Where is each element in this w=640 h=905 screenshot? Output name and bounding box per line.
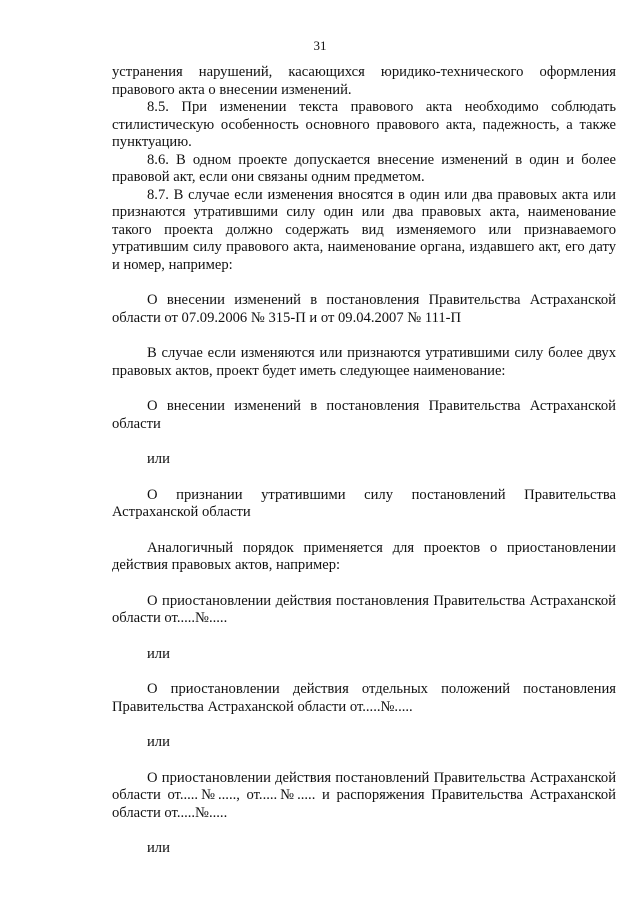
or-separator: или	[147, 734, 170, 750]
example-title-2: О внесении изменений в постановления Правительства Астраханской области	[112, 398, 620, 432]
paragraph-8-7: 8.7. В случае если изменения вносятся в один или два правовых акта или признаются утратившими силу один или два правовых акта, наименование такого проекта должно содержать вид изменяемого или признаваемого утратившим силу правового акта, наименование органа, издавшего акт, его дату и номер, например:	[112, 186, 620, 273]
page-number: 31	[313, 38, 327, 53]
or-separator: или	[147, 840, 170, 856]
document-body	[112, 64, 620, 858]
paragraph-suspension: Аналогичный порядок применяется для проектов о приостановлении действия правовых актов, например:	[112, 539, 620, 573]
or-separator: или	[147, 451, 170, 467]
example-title-3: О признании утратившими силу постановлений Правительства Астраханской области	[112, 486, 620, 520]
example-title-1: О внесении изменений в постановления Правительства Астраханской области от 07.09.2006 № 315-П и от 09.04.2007 № 111-П	[112, 292, 620, 326]
paragraph-8-5: 8.5. При изменении текста правового акта необходимо соблюдать стилистическую особенность основного правового акта, падежность, а также пунктуацию.	[112, 99, 620, 150]
paragraph-continuation: устранения нарушений, касающихся юридико-технического оформления правового акта о внесении изменений.	[112, 64, 620, 98]
paragraph-more-than-two: В случае если изменяются или признаются утратившими силу более двух правовых актов, проект будет иметь следующее наименование:	[112, 345, 620, 379]
or-separator: или	[147, 645, 170, 662]
example-title-6: О приостановлении действия постановлений Правительства Астраханской области от.....№....., от.....№..... и распоряжения Правительства Астраханской области от.....№.....	[112, 769, 620, 821]
example-title-4: О приостановлении действия постановления Правительства Астраханской области от.....№.....	[112, 592, 620, 626]
paragraph-8-6: 8.6. В одном проекте допускается внесение изменений в один и более правовой акт, если они связаны одним предметом.	[112, 151, 620, 185]
example-title-5: О приостановлении действия отдельных положений постановления Правительства Астраханской области от.....№.....	[112, 681, 620, 715]
